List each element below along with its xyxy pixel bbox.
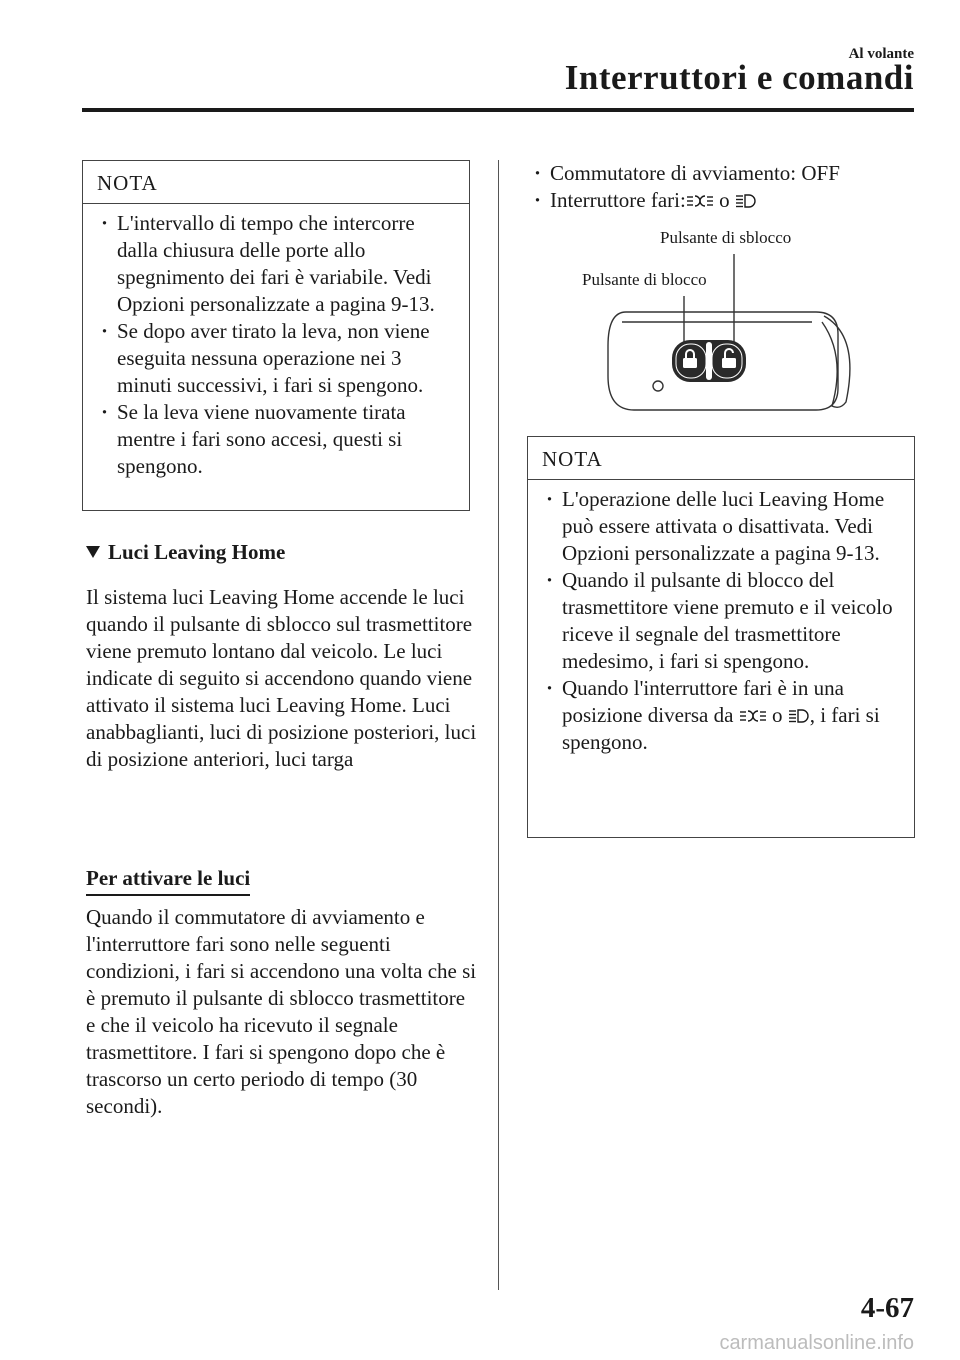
- condition-list: [530, 160, 910, 214]
- column-divider: [498, 160, 499, 1290]
- note-bullet-suffix: , i fari si spengono.: [562, 703, 880, 754]
- note-body: [83, 204, 469, 488]
- subheading: Per attivare le luci: [86, 866, 250, 896]
- header-section-label: Al volante: [848, 46, 914, 62]
- condition-or: o: [719, 188, 730, 212]
- note-bullet: [542, 675, 902, 756]
- parking-light-icon: [686, 193, 714, 209]
- section-heading: [86, 540, 285, 565]
- headlight-icon: [788, 708, 810, 724]
- note-bullet-text: Quando l'interruttore fari è in una posizione diversa da: [562, 676, 844, 727]
- section-paragraph: Il sistema luci Leaving Home accende le luci quando il pulsante di sblocco sul trasmettitore viene premuto lontano dal veicolo. Le luci indicate di seguito si accendono quando viene attivato il sistema luci Leaving Home. Luci anabbaglianti, luci di posizione posteriori, luci di posizione anteriori, luci targa: [86, 585, 477, 771]
- note-box-2: [527, 436, 915, 838]
- headlight-icon: [735, 193, 757, 209]
- note-bullet: · Se dopo aver tirato la leva, non viene eseguita nessuna operazione nei 3 minuti successivi, i fari si spengono.: [97, 318, 457, 399]
- triangle-bullet-icon: [86, 546, 100, 558]
- key-fob-figure: [576, 226, 866, 422]
- condition-item-label: Interruttore fari:: [550, 188, 686, 212]
- page-number: 4-67: [860, 1292, 914, 1324]
- section-heading-text: Luci Leaving Home: [108, 540, 286, 564]
- note-heading: NOTA: [528, 437, 914, 480]
- condition-item-headlight-switch: [530, 187, 910, 214]
- note-bullet: · L'operazione delle luci Leaving Home può essere attivata o disattivata. Vedi Opzioni personalizzate a pagina 9-13.: [542, 486, 902, 567]
- note-bullet: · L'intervallo di tempo che intercorre dalla chiusura delle porte allo spegnimento dei fari è variabile. Vedi Opzioni personalizzate a pagina 9-13.: [97, 210, 457, 318]
- note-heading: NOTA: [83, 161, 469, 204]
- unlock-button-label: Pulsante di sblocco: [660, 228, 792, 247]
- activation-paragraph: Quando il commutatore di avviamento e l'interruttore fari sono nelle seguenti condizioni, i fari si accendono una volta che si è premuto il pulsante di sblocco trasmettitore e che il veicolo ha ricevuto il segnale trasmettitore. I fari si spengono dopo che è trascorso un certo periodo di tempo (30 secondi).: [86, 905, 477, 1118]
- note-bullet: · Quando il pulsante di blocco del trasmettitore viene premuto e il veicolo riceve il segnale del trasmettitore medesimo, i fari si spengono.: [542, 567, 902, 675]
- note-box-1: [82, 160, 470, 511]
- parking-light-icon: [739, 708, 767, 724]
- note-body: [528, 480, 914, 764]
- condition-item-ignition: · Commutatore di avviamento: OFF: [530, 160, 910, 187]
- watermark: carmanualsonline.info: [719, 1332, 914, 1354]
- note-bullet: · Se la leva viene nuovamente tirata mentre i fari sono accesi, questi si spengono.: [97, 399, 457, 480]
- page-title: Interruttori e comandi: [564, 58, 914, 97]
- note-bullet-or: o: [771, 703, 783, 727]
- lock-button-label: Pulsante di blocco: [582, 270, 707, 289]
- header-rule: [82, 108, 914, 112]
- key-fob-illustration: [576, 226, 866, 422]
